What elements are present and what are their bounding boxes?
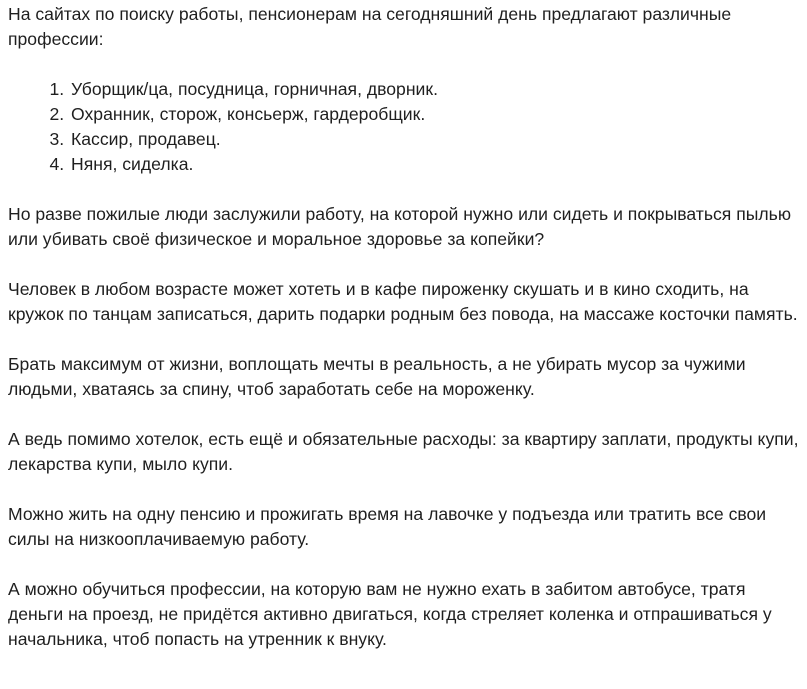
paragraph-any-age: Человек в любом возрасте может хотеть и в кафе пироженку скушать и в кино сходить, на кружок по танцам записаться, дарить подарки родным без повода, на массаже косточки память. — [8, 279, 798, 324]
intro-paragraph: На сайтах по поиску работы, пенсионерам на сегодняшний день предлагают различные профессии: — [8, 4, 732, 49]
paragraph-learn-profession: А можно обучиться профессии, на которую вам не нужно ехать в забитом автобусе, тратя деньги на проезд, не придётся активно двигаться, когда стреляет коленка и отпрашиваться у начальника, чтоб попасть на утренник к внуку. — [8, 579, 772, 649]
professions-list — [8, 77, 799, 177]
paragraph-deserve-work: Но разве пожилые люди заслужили работу, на которой нужно или сидеть и покрываться пылью или убивать своё физическое и моральное здоровье за копейки? — [8, 204, 792, 249]
list-item: 4. Няня, сиделка. — [69, 152, 799, 177]
list-item: 1. Уборщик/ца, посудница, горничная, дворник. — [69, 77, 799, 102]
paragraph-pension-choice: Можно жить на одну пенсию и прожигать время на лавочке у подъезда или тратить все свои силы на низкооплачиваемую работу. — [8, 504, 767, 549]
list-item: 2. Охранник, сторож, консьерж, гардеробщик. — [69, 102, 799, 127]
list-item: 3. Кассир, продавец. — [69, 127, 799, 152]
paragraph-take-maximum: Брать максимум от жизни, воплощать мечты в реальность, а не убирать мусор за чужими людьми, хватаясь за спину, чтоб заработать себе на мороженку. — [8, 354, 746, 399]
paragraph-expenses: А ведь помимо хотелок, есть ещё и обязательные расходы: за квартиру заплати, продукты купи, лекарства купи, мыло купи. — [8, 429, 799, 474]
